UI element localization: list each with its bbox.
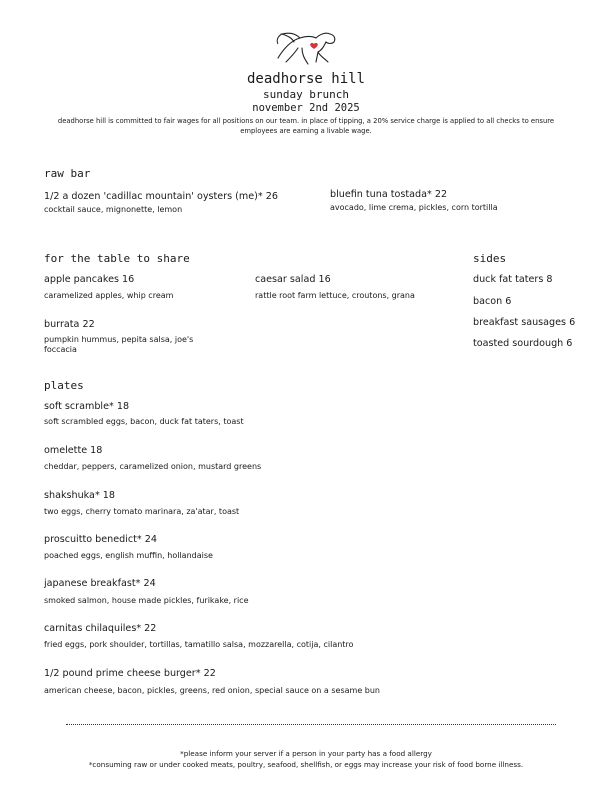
section-title-plates: plates (44, 379, 84, 392)
side-item: breakfast sausages 6 (473, 317, 576, 328)
menu-item-name: omelette 18 (44, 445, 103, 456)
wage-note: deadhorse hill is committed to fair wages for all positions on our team. in place of tipping, a 20% service charge is applied to all checks to ensure employees are earning a livable wage. (57, 117, 555, 135)
side-item: toasted sourdough 6 (473, 338, 573, 349)
menu-item-desc: soft scrambled eggs, bacon, duck fat taters, toast (44, 417, 244, 426)
menu-item-name: 1/2 pound prime cheese burger* 22 (44, 668, 216, 679)
side-item: bacon 6 (473, 296, 512, 307)
menu-item-name: proscuitto benedict* 24 (44, 534, 157, 545)
menu-item-desc: pumpkin hummus, pepita salsa, joe's foccacia (44, 335, 194, 354)
menu-item-desc: cheddar, peppers, caramelized onion, mustard greens (44, 462, 262, 471)
menu-item-name: burrata 22 (44, 319, 95, 330)
horse-heart-logo-icon (272, 22, 340, 66)
section-title-sides: sides (473, 252, 507, 265)
menu-item-name: soft scramble* 18 (44, 401, 130, 412)
menu-item-name: bluefin tuna tostada* 22 (330, 189, 448, 200)
menu-item-desc: cocktail sauce, mignonette, lemon (44, 205, 183, 214)
menu-item-name: japanese breakfast* 24 (44, 578, 156, 589)
menu-item-name: apple pancakes 16 (44, 274, 135, 285)
menu-item-desc: avocado, lime crema, pickles, corn tortilla (330, 203, 498, 212)
menu-item-name: shakshuka* 18 (44, 490, 115, 501)
restaurant-name: deadhorse hill (246, 71, 365, 87)
side-item: duck fat taters 8 (473, 274, 553, 285)
menu-item-name: carnitas chilaquiles* 22 (44, 623, 157, 634)
menu-item-desc: poached eggs, english muffin, hollandaise (44, 551, 213, 560)
menu-item-desc: smoked salmon, house made pickles, furikake, rice (44, 596, 249, 605)
menu-item-desc: rattle root farm lettuce, croutons, grana (255, 291, 415, 300)
menu-title: sunday brunch (262, 88, 350, 101)
menu-item-desc: american cheese, bacon, pickles, greens, red onion, special sauce on a sesame bun (44, 686, 380, 695)
menu-item-desc: two eggs, cherry tomato marinara, za'atar, toast (44, 507, 240, 516)
menu-item-desc: fried eggs, pork shoulder, tortillas, tamatillo salsa, mozzarella, cotija, cilantro (44, 640, 354, 649)
menu-item-name: 1/2 a dozen 'cadillac mountain' oysters (me)* 26 (44, 191, 278, 202)
menu-item-desc: caramelized apples, whip cream (44, 291, 174, 300)
section-title-table: for the table to share (44, 252, 190, 265)
menu-item-name: caesar salad 16 (255, 274, 331, 285)
raw-food-warning: *consuming raw or under cooked meats, poultry, seafood, shellfish, or eggs may increase your risk of food borne illness. (88, 760, 524, 769)
menu-date: november 2nd 2025 (252, 102, 360, 114)
section-title-raw-bar: raw bar (44, 167, 91, 180)
dotted-divider (66, 724, 556, 725)
allergy-note: *please inform your server if a person in your party has a food allergy (180, 749, 432, 758)
